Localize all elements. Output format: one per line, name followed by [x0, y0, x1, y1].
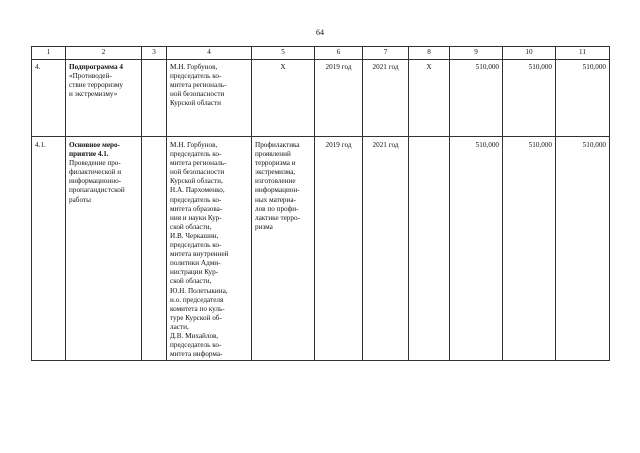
col-header: 7: [363, 47, 409, 60]
col-header: 5: [252, 47, 315, 60]
row-number: 4.1.: [32, 137, 66, 361]
row-result: Профилактика проявлений терроризма и экстремизма, изготовление информацион- ных материа- лов по профи- лактике терро- ризма: [252, 137, 315, 361]
col-header: 6: [315, 47, 363, 60]
row-end: 2021 год: [363, 60, 409, 137]
row-title-text: «Противодей- ствие терроризму и экстремизму»: [69, 72, 123, 99]
table-row: [32, 60, 610, 137]
col-header: 1: [32, 47, 66, 60]
col-header: 3: [142, 47, 167, 60]
row-value-10: 510,000: [503, 60, 556, 137]
row-title: [66, 60, 142, 137]
row-col8: X: [409, 60, 450, 137]
row-responsible: М.Н. Горбунов, председатель ко- митета региональ- ной безопасности Курской области: [167, 60, 252, 137]
row-col3: [142, 60, 167, 137]
col-header: 2: [66, 47, 142, 60]
row-value-9: 510,000: [450, 60, 503, 137]
row-start: 2019 год: [315, 137, 363, 361]
row-number: 4.: [32, 60, 66, 137]
row-responsible: М.Н. Горбунов, председатель ко- митета региональ- ной безопасности Курской области, Н.А. Пархоменко, председатель ко- митета образова- ния и науки Кур- ской области, И.В. Черкашин, председатель ко- митета внутренней политики Адми- нистрации Кур- ской области, Ю.Н. Полетыкина, и.о. председателя комитета по куль- туре Курской об- ласти, Д.В. Михайлов, председатель ко- митета информа-: [167, 137, 252, 361]
col-header: 8: [409, 47, 450, 60]
page-number: 64: [316, 28, 324, 37]
col-header: 4: [167, 47, 252, 60]
row-col8: [409, 137, 450, 361]
row-value-11: 510,000: [556, 60, 610, 137]
row-col3: [142, 137, 167, 361]
row-end: 2021 год: [363, 137, 409, 361]
col-header: 9: [450, 47, 503, 60]
row-title-bold: Подпрограмма 4: [69, 63, 123, 71]
row-value-11: 510,000: [556, 137, 610, 361]
header-row: [32, 47, 610, 60]
row-title-text: Проведение про- филактической и информационно- пропагандистской работы: [69, 159, 125, 204]
table-row: [32, 137, 610, 361]
program-table: [31, 46, 610, 361]
row-start: 2019 год: [315, 60, 363, 137]
row-value-9: 510,000: [450, 137, 503, 361]
row-title: [66, 137, 142, 361]
row-value-10: 510,000: [503, 137, 556, 361]
col-header: 11: [556, 47, 610, 60]
row-result: X: [252, 60, 315, 137]
col-header: 10: [503, 47, 556, 60]
row-title-bold: Основное меро- приятие 4.1.: [69, 141, 121, 159]
